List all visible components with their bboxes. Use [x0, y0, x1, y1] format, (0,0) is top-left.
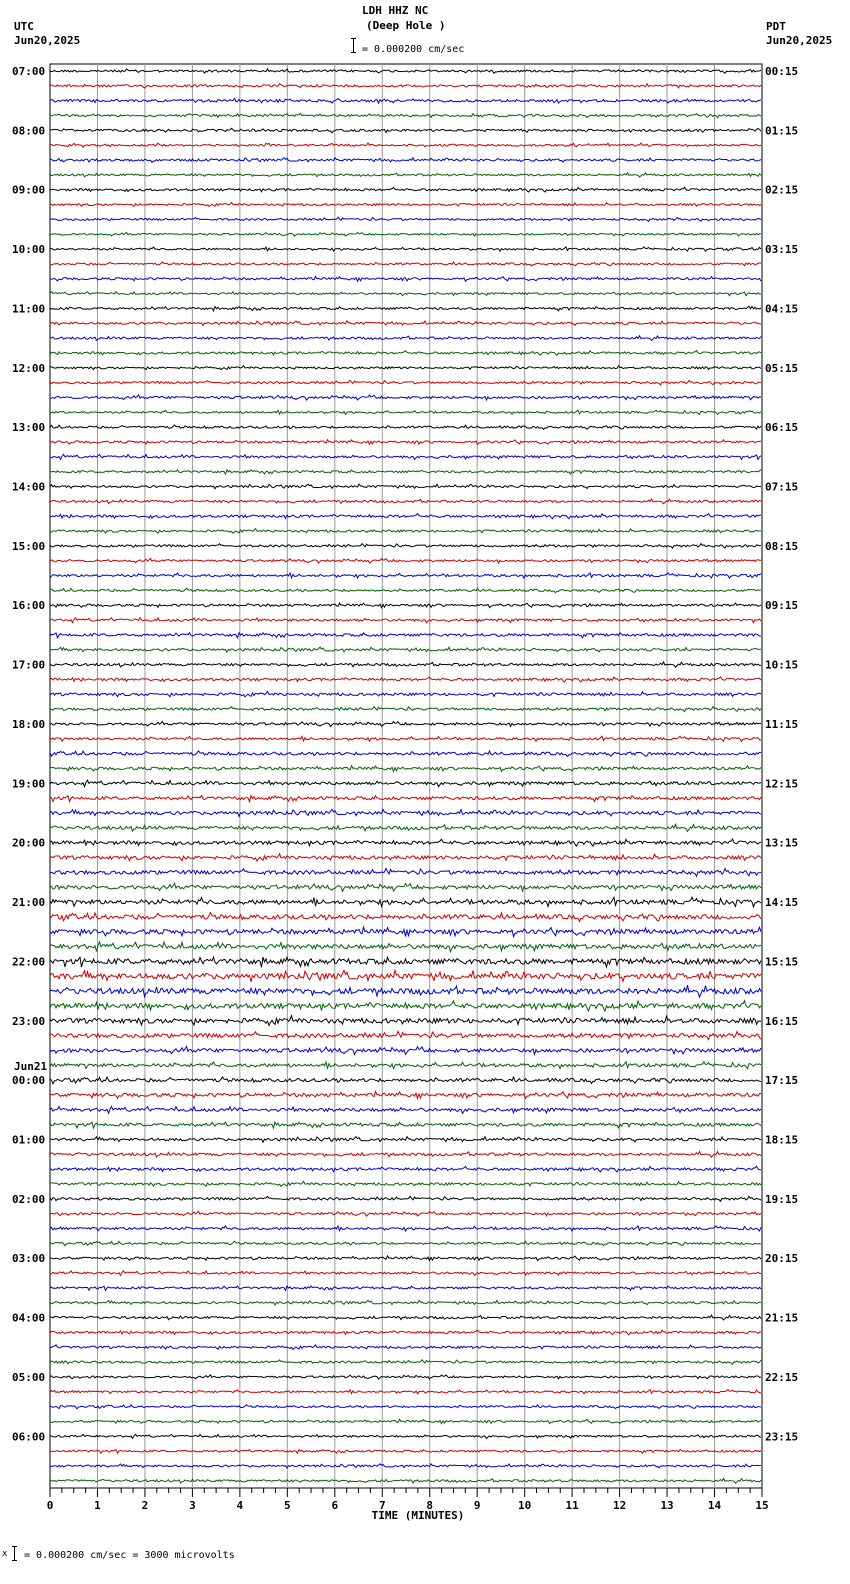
pdt-hour-label: 19:15 [765, 1192, 799, 1206]
trace-line [50, 470, 761, 475]
trace-line [50, 1300, 761, 1305]
x-tick-label: 13 [660, 1499, 674, 1512]
trace-line [50, 247, 761, 251]
trace-line [50, 558, 761, 563]
trace-line [50, 1122, 761, 1128]
trace-line [50, 1286, 761, 1290]
pdt-hour-label: 17:15 [765, 1074, 799, 1088]
trace-line [50, 143, 761, 147]
pdt-hour-label: 06:15 [765, 421, 799, 435]
utc-hour-label: 10:00 [12, 243, 46, 257]
x-tick-label: 12 [612, 1499, 627, 1512]
utc-hour-label: 02:00 [12, 1192, 46, 1206]
trace-line [50, 1434, 761, 1438]
x-tick-label: 4 [236, 1499, 244, 1512]
pdt-hour-label: 02:15 [765, 183, 799, 197]
pdt-hour-label: 16:15 [765, 1014, 799, 1028]
pdt-hour-label: 23:15 [765, 1430, 799, 1444]
pdt-hour-label: 07:15 [765, 480, 799, 494]
trace-line [50, 839, 761, 846]
trace-line [50, 1091, 761, 1098]
trace-line [50, 957, 761, 967]
trace-line [50, 809, 761, 816]
trace-line [50, 499, 761, 504]
utc-hour-label: 05:00 [12, 1370, 46, 1384]
trace-line [50, 173, 761, 177]
trace-line [50, 647, 761, 652]
trace-line [50, 897, 761, 907]
x-tick-label: 11 [565, 1499, 579, 1512]
trace-line [50, 1330, 761, 1335]
x-tick-label: 14 [707, 1499, 722, 1512]
x-tick-label: 9 [473, 1499, 481, 1512]
trace-line [50, 721, 761, 726]
trace-line [50, 618, 761, 623]
utc-hour-label: 04:00 [12, 1311, 46, 1325]
trace-line [50, 1478, 761, 1483]
trace-line [50, 366, 761, 370]
plot-frame [50, 64, 762, 1488]
trace-line [50, 868, 761, 876]
trace-line [50, 824, 761, 831]
trace-line [50, 440, 761, 445]
trace-line [50, 1256, 761, 1261]
utc-hour-label: 20:00 [12, 836, 46, 850]
pdt-hour-label: 15:15 [765, 955, 799, 969]
trace-line [50, 1001, 761, 1011]
trace-line [50, 351, 761, 356]
trace-line [50, 796, 761, 802]
trace-line [50, 158, 761, 163]
pdt-hour-label: 08:15 [765, 539, 799, 553]
utc-hour-label: 17:00 [12, 658, 46, 672]
trace-line [50, 380, 761, 385]
x-axis-label: TIME (MINUTES) [371, 1509, 465, 1522]
trace-line [50, 484, 761, 489]
trace-line [50, 573, 761, 578]
trace-line [50, 707, 761, 712]
pdt-hour-label: 18:15 [765, 1133, 799, 1147]
trace-line [50, 1241, 761, 1246]
trace-line [50, 454, 761, 459]
utc-hour-label: 00:00 [12, 1074, 46, 1088]
trace-line [50, 1077, 761, 1084]
pdt-hour-label: 00:15 [765, 65, 799, 78]
pdt-hour-label: 12:15 [765, 777, 799, 791]
trace-line [50, 751, 761, 757]
trace-line [50, 1016, 761, 1026]
trace-line [50, 98, 761, 103]
trace-line [50, 514, 761, 519]
pdt-hour-label: 13:15 [765, 836, 799, 850]
utc-hour-label: 18:00 [12, 717, 46, 731]
pdt-hour-label: 20:15 [765, 1252, 799, 1266]
pdt-hour-label: 03:15 [765, 243, 799, 257]
trace-line [50, 1419, 761, 1423]
trace-line [50, 69, 761, 74]
utc-hour-label: 22:00 [12, 955, 46, 969]
trace-line [50, 306, 761, 311]
trace-line [50, 1360, 761, 1365]
trace-line [50, 662, 761, 667]
utc-hour-label: 23:00 [12, 1014, 46, 1028]
pdt-hour-label: 09:15 [765, 599, 799, 613]
utc-hour-label: 06:00 [12, 1430, 46, 1444]
trace-line [50, 883, 761, 891]
trace-line [50, 113, 761, 117]
utc-hour-label: 21:00 [12, 896, 46, 910]
utc-hour-label: 01:00 [12, 1133, 46, 1147]
right-date: Jun20,2025 [766, 34, 833, 47]
pdt-hour-label: 22:15 [765, 1370, 799, 1384]
trace-line [50, 736, 761, 741]
trace-line [50, 544, 761, 549]
pdt-hour-label: 05:15 [765, 361, 799, 375]
left-date: Jun20,2025 [14, 34, 81, 47]
trace-line [50, 292, 761, 296]
trace-line [50, 1271, 761, 1276]
trace-line [50, 970, 761, 982]
trace-line [50, 1211, 761, 1216]
trace-line [50, 1151, 761, 1157]
trace-line [50, 1031, 761, 1039]
utc-hour-label: 08:00 [12, 124, 46, 138]
trace-line [50, 1181, 761, 1186]
footer-scale-bar-icon [12, 1546, 17, 1561]
pdt-hour-label: 01:15 [765, 124, 799, 138]
trace-line [50, 84, 761, 88]
x-tick-label: 2 [141, 1499, 149, 1512]
footer-scale-note: = 0.000200 cm/sec = 3000 microvolts [24, 1550, 235, 1561]
station-title: LDH HHZ NC [362, 4, 429, 17]
trace-line [50, 1449, 761, 1453]
right-timezone: PDT [766, 20, 786, 33]
utc-hour-label: 15:00 [12, 539, 46, 553]
trace-line [50, 187, 761, 192]
trace-line [50, 942, 761, 952]
utc-hour-label: 03:00 [12, 1252, 46, 1266]
trace-line [50, 1345, 761, 1350]
trace-line [50, 395, 761, 400]
trace-line [50, 276, 761, 281]
x-tick-label: 6 [331, 1499, 339, 1512]
pdt-hour-label: 21:15 [765, 1311, 799, 1325]
utc-hour-label: 11:00 [12, 302, 46, 316]
trace-line [50, 588, 761, 592]
utc-hour-label: 14:00 [12, 480, 46, 494]
trace-line [50, 1106, 761, 1113]
utc-hour-label: 09:00 [12, 183, 46, 197]
x-tick-label: 5 [284, 1499, 291, 1512]
trace-line [50, 1315, 761, 1320]
trace-line [50, 766, 761, 772]
trace-line [50, 927, 761, 936]
footer-mark: x [2, 1549, 8, 1559]
trace-line [50, 128, 761, 132]
trace-line [50, 1375, 761, 1379]
trace-line [50, 529, 761, 534]
utc-hour-label: 12:00 [12, 361, 46, 375]
trace-line [50, 1390, 761, 1394]
trace-line [50, 985, 761, 997]
x-tick-label: 3 [189, 1499, 196, 1512]
trace-line [50, 677, 761, 682]
trace-line [50, 854, 761, 861]
trace-line [50, 1464, 761, 1468]
trace-line [50, 202, 761, 206]
trace-line [50, 217, 761, 221]
pdt-hour-label: 14:15 [765, 896, 799, 910]
trace-line [50, 1137, 761, 1143]
pdt-hour-label: 04:15 [765, 302, 799, 316]
trace-line [50, 633, 761, 638]
trace-line [50, 913, 761, 922]
pdt-hour-label: 11:15 [765, 717, 799, 731]
x-tick-label: 8 [426, 1499, 434, 1512]
left-timezone: UTC [14, 20, 34, 33]
station-location: (Deep Hole ) [366, 19, 446, 32]
trace-line [50, 425, 761, 429]
trace-line [50, 691, 761, 696]
x-tick-label: 1 [94, 1499, 101, 1512]
x-tick-label: 0 [46, 1499, 54, 1512]
trace-line [50, 1046, 761, 1054]
pdt-hour-label: 10:15 [765, 658, 799, 672]
scale-text: = 0.000200 cm/sec [362, 44, 465, 55]
trace-line [50, 410, 761, 414]
trace-line [50, 232, 761, 236]
utc-hour-label: 07:00 [12, 65, 46, 78]
utc-hour-label: 16:00 [12, 599, 46, 613]
trace-line [50, 1062, 761, 1069]
trace-line [50, 1226, 761, 1231]
x-tick-label: 15 [755, 1499, 769, 1512]
trace-line [50, 780, 761, 787]
trace-line [50, 336, 761, 341]
x-tick-label: 7 [378, 1499, 386, 1512]
x-tick-label: 10 [518, 1499, 532, 1512]
trace-line [50, 1405, 761, 1409]
trace-line [50, 1166, 761, 1172]
trace-line [50, 603, 761, 608]
date-change-label: Jun21 [14, 1060, 48, 1074]
trace-line [50, 321, 761, 326]
utc-hour-label: 19:00 [12, 777, 46, 791]
utc-hour-label: 13:00 [12, 421, 46, 435]
trace-line [50, 1196, 761, 1201]
trace-line [50, 262, 761, 266]
